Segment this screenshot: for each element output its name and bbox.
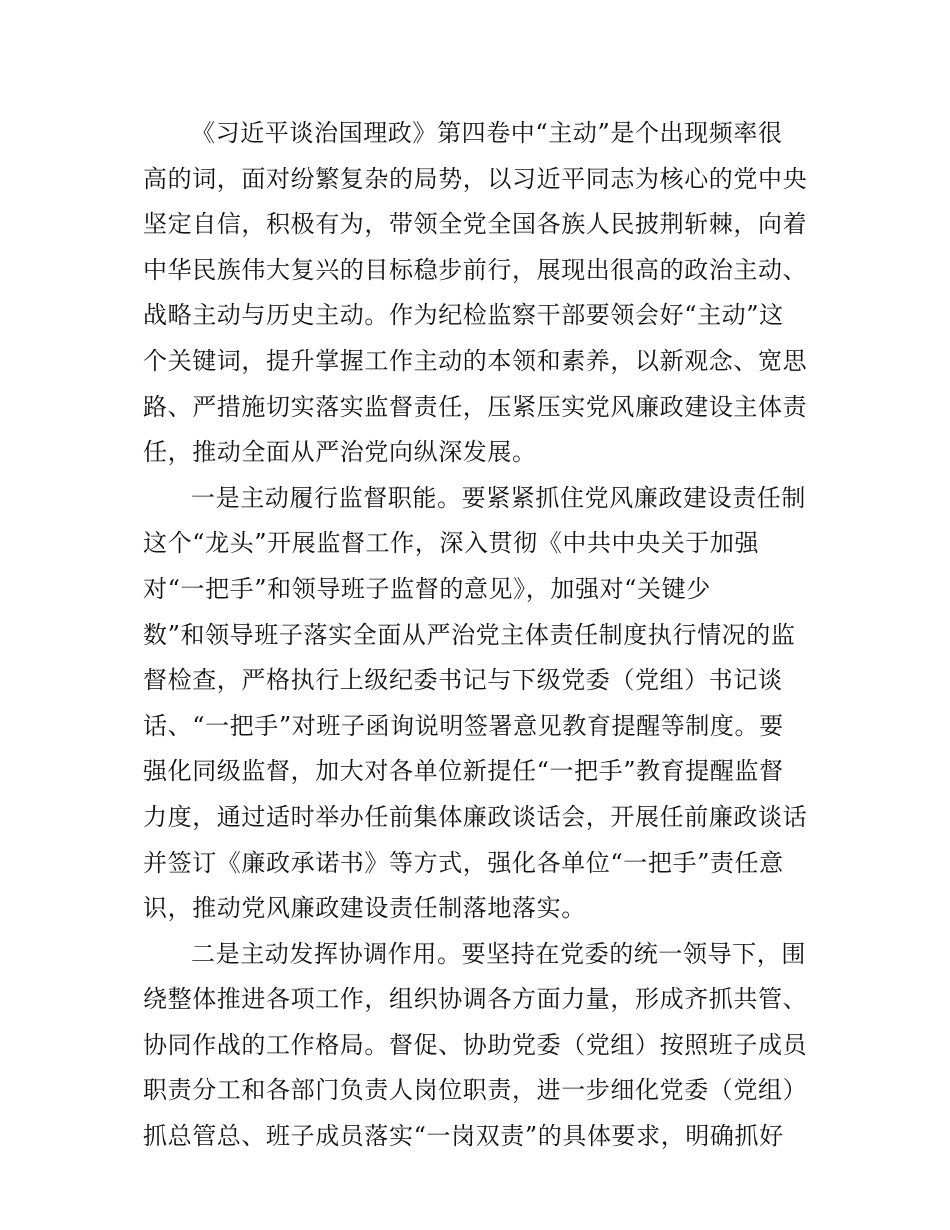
- paragraph-2-line-4: 数”和领导班子落实全面从严治党主体责任制度执行情况的监: [143, 620, 796, 649]
- paragraph-3-line-2: 绕整体推进各项工作，组织协调各方面力量，形成齐抓共管、: [143, 985, 808, 1014]
- paragraph-1-line-1: 《习近平谈治国理政》第四卷中“主动”是个出现频率很: [191, 119, 783, 147]
- paragraph-2-line-3: 对“一把手”和领导班子监督的意见》，加强对“关键少: [143, 574, 711, 603]
- paragraph-3-line-3: 协同作战的工作格局。督促、协助党委（党组）按照班子成员: [143, 1030, 808, 1059]
- paragraph-1-line-8: 任，推动全面从严治党向纵深发展。: [143, 438, 537, 467]
- paragraph-3-line-1: 二是主动发挥协调作用。要坚持在党委的统一领导下，围: [191, 939, 806, 968]
- paragraph-2-line-1: 一是主动履行监督职能。要紧紧抓住党风廉政建设责任制: [191, 483, 806, 512]
- paragraph-1-line-2: 高的词，面对纷繁复杂的局势，以习近平同志为核心的党中央: [143, 164, 808, 193]
- paragraph-2-line-8: 力度，通过适时举办任前集体廉政谈话会，开展任前廉政谈话: [143, 802, 808, 831]
- paragraph-1-line-3: 坚定自信，积极有为，带领全党全国各族人民披荆斩棘，向着: [143, 210, 808, 239]
- paragraph-2-line-10: 识，推动党风廉政建设责任制落地落实。: [143, 894, 586, 923]
- paragraph-2-line-5: 督检查，严格执行上级纪委书记与下级党委（党组）书记谈: [143, 666, 783, 695]
- paragraph-1-line-4: 中华民族伟大复兴的目标稳步前行，展现出很高的政治主动、: [143, 255, 808, 284]
- paragraph-1-line-6: 个关键词，提升掌握工作主动的本领和素养，以新观念、宽思: [143, 346, 808, 375]
- document-body: [143, 111, 823, 1160]
- paragraph-2-line-2: 这个“龙头”开展监督工作，深入贯彻《中共中央关于加强: [143, 529, 760, 558]
- paragraph-2-line-7: 强化同级监督，加大对各单位新提任“一把手”教育提醒监督: [143, 757, 784, 786]
- paragraph-2-line-6: 话、“一把手”对班子函询说明签署意见教育提醒等制度。要: [143, 711, 784, 740]
- paragraph-1-line-7: 路、严措施切实落实监督责任，压紧压实党风廉政建设主体责: [143, 392, 808, 421]
- paragraph-1-line-5: 战略主动与历史主动。作为纪检监察干部要领会好“主动”这: [143, 301, 784, 330]
- paragraph-2-line-9: 并签订《廉政承诺书》等方式，强化各单位“一把手”责任意: [143, 848, 784, 877]
- paragraph-3-line-4: 职责分工和各部门负责人岗位职责，进一步细化党委（党组）: [143, 1076, 808, 1105]
- paragraph-3-line-5: 抓总管总、班子成员落实“一岗双责”的具体要求，明确抓好: [143, 1122, 784, 1151]
